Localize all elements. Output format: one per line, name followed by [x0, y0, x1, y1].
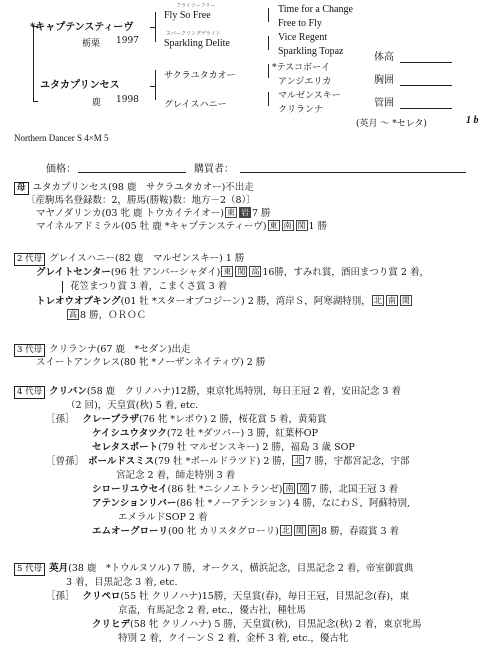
section-line: (00 牝 カリスタグローリ)	[168, 526, 279, 537]
g3-ancestor: Sparkling Topaz	[278, 46, 344, 57]
section-line: 3 着，目黒記念 3 着, etc.	[66, 577, 178, 588]
sub-label: ［孫］	[46, 414, 75, 425]
dam-origin: 鹿	[92, 98, 102, 108]
horse-name: グレイトセンター	[36, 267, 111, 278]
section-line: 京盃，有馬記念 2 着, etc.，優古社，種牡馬	[118, 605, 306, 616]
section-line: (79 牡 マルゼンスキー) 2 勝，福島 3 歳 SOP	[158, 442, 355, 453]
section-line: 8 勝，春霞賞 3 着	[320, 526, 400, 537]
cannon-field[interactable]	[400, 108, 452, 109]
bracket-line	[150, 27, 155, 28]
bracket-line	[268, 92, 269, 106]
buyer-field[interactable]	[240, 172, 466, 173]
section-line: ユタカプリンセス(98 鹿 サクラユタカオー)不出走	[32, 182, 254, 193]
height-field[interactable]	[400, 62, 452, 63]
section-line: クリランナ(67 鹿 *セダン)出走	[49, 344, 191, 355]
region-tag: 岩	[240, 208, 249, 217]
section-line: 1 勝	[308, 221, 328, 232]
section-line: 〔産駒馬名登録数：2，勝馬(勝鞍)数：地方－2（8）〕	[26, 195, 256, 206]
sire-dam-name: Sparkling Delite	[164, 38, 230, 49]
horse-name: クレープラザ	[82, 414, 140, 425]
section-line: 特別 2 着，クイーンＳ 2 着，金杯 3 着, etc.，優古牝	[118, 633, 349, 644]
horse-name: 英月	[49, 563, 69, 574]
bracket-line	[268, 36, 269, 50]
bracket-line	[155, 12, 156, 42]
price-field[interactable]	[78, 172, 186, 173]
section-line: スイートアンクレス(80 牝 *ノーザンネイティヴ) 2 勝	[36, 357, 266, 368]
horse-name: エムオーグローリ	[92, 526, 169, 537]
section-line: 7 勝，北国王冠 3 着	[310, 484, 399, 495]
region-tag: 南	[387, 296, 396, 305]
section-line: 花笠まつり賞 3 着，こまくさ賞 3 着	[70, 281, 228, 292]
g3-ancestor: マルゼンスキー	[278, 91, 341, 101]
region-tag: 関	[237, 267, 246, 276]
family-line-note: (英月 ～ *セレタ)	[356, 119, 427, 129]
section-line: (01 牡 *スターオブコジーン) 2 勝，湾岸Ｓ，阿寒湖特別，	[120, 296, 371, 307]
g3-ancestor: Free to Fly	[278, 18, 322, 29]
g3-ancestor: *テスコボーイ	[272, 63, 331, 73]
dam-name: ユタカプリンセス	[40, 80, 120, 91]
region-tag: 関	[299, 484, 308, 493]
sire-sire-ruby: フライソーフリー	[176, 3, 216, 9]
horse-name: シローリユウセイ	[92, 484, 168, 495]
sire-dam-ruby: スパークリングデライト	[166, 31, 221, 37]
section-line: (58 鹿 クリノハナ)12勝，東京牝馬特別，毎日王冠 2 着，安田記念 3 着	[86, 386, 401, 397]
bracket-line	[268, 64, 269, 78]
price-label: 価格：	[46, 164, 76, 175]
section-line: (76 牝 *レボウ) 2 勝，桜花賞 5 着，黄菊賞	[139, 414, 327, 425]
horse-name: ケイシユウタツク	[92, 428, 167, 439]
region-tag: 南	[285, 484, 294, 493]
section-line: (38 鹿 *トウルヌソル) 7 勝，オークス，横浜記念，目黒記念 2 着，帝室御賞典	[68, 563, 414, 574]
g3-ancestor: クリランナ	[278, 105, 324, 115]
horse-name: クリヒデ	[92, 619, 131, 630]
region-tag: 東	[269, 221, 278, 230]
region-tag: 北	[281, 526, 290, 535]
bracket-line	[155, 70, 156, 100]
region-tag: 南	[309, 526, 318, 535]
region-tag: 東	[226, 208, 235, 217]
section-line: マイネルアドミラル(05 牡 鹿 *キャプテンスティーヴ)	[36, 221, 267, 232]
chest-label: 胸囲	[374, 75, 394, 86]
bracket-line	[268, 8, 269, 22]
region-tag: 高	[251, 267, 260, 276]
bracket-line	[33, 26, 34, 102]
section-label: 3 代母	[14, 344, 45, 357]
horse-name: トレオウオプキング	[36, 296, 121, 307]
section-line: (96 牡 アンバーシャダイ)	[110, 267, 221, 278]
section-label: 2 代母	[14, 253, 45, 266]
section-line: 宮記念 2 着，師走特別 3 着	[116, 470, 236, 481]
chest-field[interactable]	[400, 85, 452, 86]
region-tag: 高	[69, 310, 77, 319]
section-line: (86 牡 *ノーアテンション) 4 勝，なにわＳ，阿蘇特別,	[176, 498, 411, 509]
section-line: （2 回)，天皇賞(秋) 5 着, etc.	[66, 400, 199, 411]
section-line: マヤノダリンカ(03 牝 鹿 トウカイテイオー)	[36, 208, 224, 219]
section-label: 5 代母	[14, 563, 45, 576]
dam-sire-name: サクラユタカオー	[164, 71, 236, 81]
section-label: 母	[14, 182, 29, 195]
section-line: (55 牡 クリノハナ)15勝，天皇賞(春)，毎日王冠，目黒記念(春)，東	[120, 591, 410, 602]
section-line: エメラルドSOP 2 着	[118, 512, 208, 523]
section-line: (86 牡 *ニシノエトランゼ)	[167, 484, 283, 495]
section-line: (72 牡 *ダツパー) 3 勝，紅葉杯OP	[166, 428, 318, 439]
section-line: (79 牡 *ボールドラツド) 2 勝，	[154, 456, 292, 467]
horse-name: セレタスポート	[92, 442, 159, 453]
dam-dam-name: グレイスハニー	[164, 100, 227, 110]
section-label: 4 代母	[14, 386, 45, 399]
horse-name: クリペロ	[82, 591, 121, 602]
sire-sire-name: Fly So Free	[164, 10, 211, 21]
sub-label: ［曾孫］	[46, 456, 85, 467]
section-line: 7 勝，宇都宮記念，宇部	[305, 456, 410, 467]
sub-label: ［孫］	[46, 591, 75, 602]
dam-year: 1998	[116, 95, 139, 105]
bracket-line	[150, 86, 155, 87]
section-line: 8 勝，ＯＲＯＣ	[80, 310, 147, 321]
section-line: 16勝，すみれ賞，酒田まつり賞 2 着，	[262, 267, 429, 278]
inbreeding-note: Northern Dancer S 4×M 5	[14, 133, 109, 143]
bracket-line	[33, 101, 38, 102]
region-tag: 南	[283, 221, 292, 230]
region-tag: 東	[223, 267, 232, 276]
section-line: 7 勝	[251, 208, 271, 219]
g3-ancestor: アンジエリカ	[278, 77, 332, 87]
region-tag: 北	[294, 456, 303, 465]
cannon-label: 管囲	[374, 98, 394, 109]
g3-ancestor: Vice Regent	[278, 32, 328, 43]
region-tag: 関	[401, 296, 410, 305]
g3-ancestor: Time for a Change	[278, 4, 353, 15]
region-tag: 関	[295, 526, 304, 535]
section-line: (58 牝 クリノハナ) 5 勝，天皇賞(秋)，目黒記念(秋) 2 着，東京牝馬	[130, 619, 422, 630]
horse-name: クリバン	[49, 386, 87, 397]
section-line: グレイスハニー(82 鹿 マルゼンスキー) 1 勝	[49, 253, 245, 264]
bracket-line	[62, 281, 63, 293]
region-tag: 関	[297, 221, 306, 230]
horse-name: アテンションリバー	[92, 498, 177, 509]
sire-origin: 栃栗	[82, 39, 101, 49]
region-tag: 北	[373, 296, 382, 305]
family-number: 1 b	[466, 115, 479, 126]
sire-year: 1997	[116, 36, 139, 46]
sire-name: *キャプテンスティーヴ	[30, 22, 134, 33]
height-label: 体高	[374, 52, 394, 63]
horse-name: ボールドスミス	[88, 456, 155, 467]
buyer-label: 購買者：	[194, 164, 234, 175]
